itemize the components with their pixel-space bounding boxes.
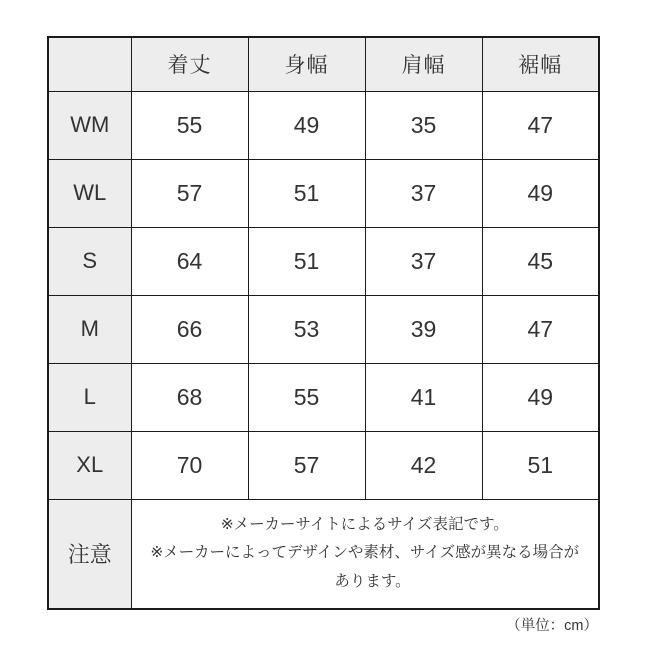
value-cell: 66: [131, 295, 248, 363]
value-cell: 57: [131, 159, 248, 227]
value-cell: 37: [365, 227, 482, 295]
note-line-2: ※メーカーによってデザインや素材、サイズ感が異なる場合が: [150, 544, 580, 562]
value-cell: 41: [365, 363, 482, 431]
header-row: [48, 37, 599, 91]
value-cell: 51: [248, 227, 365, 295]
corner-cell: [48, 37, 131, 91]
value-cell: 49: [248, 91, 365, 159]
table-row-xl: [48, 431, 599, 499]
value-cell: 49: [482, 363, 599, 431]
value-cell: 55: [131, 91, 248, 159]
value-cell: 64: [131, 227, 248, 295]
column-header-body-width: 身幅: [248, 37, 365, 91]
table-row-m: [48, 295, 599, 363]
value-cell: 47: [482, 91, 599, 159]
unit-label: （単位：cm）: [506, 618, 598, 634]
column-header-hem-width: 裾幅: [482, 37, 599, 91]
value-cell: 47: [482, 295, 599, 363]
column-header-body-length: 着丈: [131, 37, 248, 91]
value-cell: 68: [131, 363, 248, 431]
table-row-wm: [48, 91, 599, 159]
table-row-wl: [48, 159, 599, 227]
row-label: M: [48, 295, 131, 363]
value-cell: 70: [131, 431, 248, 499]
row-label: XL: [48, 431, 131, 499]
value-cell: 49: [482, 159, 599, 227]
note-line-3: あります。: [334, 573, 411, 591]
value-cell: 55: [248, 363, 365, 431]
value-cell: 45: [482, 227, 599, 295]
table-row-s: [48, 227, 599, 295]
note-label: 注意: [48, 499, 131, 609]
note-row: [48, 499, 599, 609]
note-cell: [131, 499, 599, 609]
row-label: WL: [48, 159, 131, 227]
row-label: L: [48, 363, 131, 431]
row-label: S: [48, 227, 131, 295]
value-cell: 37: [365, 159, 482, 227]
value-cell: 39: [365, 295, 482, 363]
value-cell: 35: [365, 91, 482, 159]
table-row-l: [48, 363, 599, 431]
value-cell: 42: [365, 431, 482, 499]
row-label: WM: [48, 91, 131, 159]
value-cell: 51: [248, 159, 365, 227]
note-line-1: ※メーカーサイトによるサイズ表記です。: [220, 515, 509, 533]
value-cell: 57: [248, 431, 365, 499]
column-header-shoulder-width: 肩幅: [365, 37, 482, 91]
value-cell: 51: [482, 431, 599, 499]
value-cell: 53: [248, 295, 365, 363]
size-chart-table: [47, 36, 600, 610]
